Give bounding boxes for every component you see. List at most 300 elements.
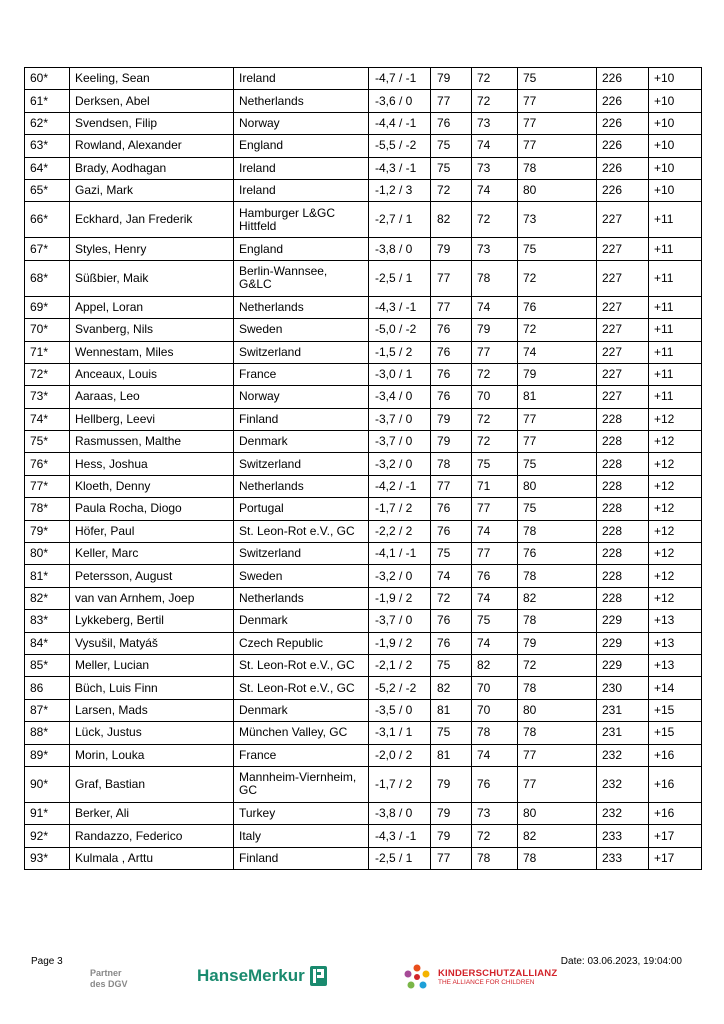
cell-name: Keller, Marc — [70, 543, 234, 565]
cell-par: +11 — [649, 296, 702, 318]
cell-r2: 73 — [472, 112, 518, 134]
cell-r1: 76 — [431, 112, 472, 134]
cell-pos: 64* — [25, 157, 70, 179]
cell-club: France — [234, 744, 369, 766]
cell-name: Aaraas, Leo — [70, 386, 234, 408]
cell-r3: 78 — [518, 157, 597, 179]
results-table — [24, 67, 702, 870]
cell-par: +15 — [649, 699, 702, 721]
cell-name: Gazi, Mark — [70, 179, 234, 201]
cell-r3: 72 — [518, 319, 597, 341]
cell-hcp: -4,1 / -1 — [369, 543, 431, 565]
table-row — [25, 260, 702, 296]
cell-total: 227 — [597, 296, 649, 318]
cell-total: 229 — [597, 654, 649, 676]
table-row — [25, 386, 702, 408]
cell-r1: 75 — [431, 654, 472, 676]
cell-club: Ireland — [234, 68, 369, 90]
cell-club: Netherlands — [234, 296, 369, 318]
cell-r2: 74 — [472, 135, 518, 157]
cell-r1: 82 — [431, 677, 472, 699]
table-row — [25, 543, 702, 565]
cell-pos: 73* — [25, 386, 70, 408]
cell-hcp: -3,7 / 0 — [369, 408, 431, 430]
cell-r1: 79 — [431, 431, 472, 453]
cell-hcp: -2,5 / 1 — [369, 260, 431, 296]
cell-hcp: -1,7 / 2 — [369, 766, 431, 802]
cell-r1: 76 — [431, 386, 472, 408]
cell-total: 232 — [597, 744, 649, 766]
cell-club: Switzerland — [234, 341, 369, 363]
cell-total: 227 — [597, 202, 649, 238]
cell-r2: 72 — [472, 90, 518, 112]
cell-r3: 82 — [518, 825, 597, 847]
table-row — [25, 179, 702, 201]
cell-hcp: -3,2 / 0 — [369, 453, 431, 475]
cell-total: 227 — [597, 238, 649, 260]
cell-total: 229 — [597, 632, 649, 654]
cell-pos: 67* — [25, 238, 70, 260]
cell-par: +10 — [649, 135, 702, 157]
cell-total: 233 — [597, 847, 649, 869]
table-row — [25, 157, 702, 179]
cell-hcp: -3,0 / 1 — [369, 363, 431, 385]
cell-r2: 70 — [472, 699, 518, 721]
table-row — [25, 135, 702, 157]
cell-total: 228 — [597, 408, 649, 430]
cell-par: +11 — [649, 363, 702, 385]
cell-pos: 75* — [25, 431, 70, 453]
cell-pos: 87* — [25, 699, 70, 721]
cell-club: France — [234, 363, 369, 385]
cell-total: 229 — [597, 610, 649, 632]
cell-pos: 78* — [25, 498, 70, 520]
cell-par: +15 — [649, 722, 702, 744]
cell-r1: 77 — [431, 847, 472, 869]
cell-name: Styles, Henry — [70, 238, 234, 260]
cell-r2: 77 — [472, 498, 518, 520]
cell-name: van van Arnhem, Joep — [70, 587, 234, 609]
cell-name: Anceaux, Louis — [70, 363, 234, 385]
cell-r3: 80 — [518, 179, 597, 201]
cell-r3: 79 — [518, 363, 597, 385]
cell-name: Derksen, Abel — [70, 90, 234, 112]
cell-hcp: -2,5 / 1 — [369, 847, 431, 869]
cell-r1: 81 — [431, 699, 472, 721]
cell-par: +12 — [649, 408, 702, 430]
cell-par: +12 — [649, 431, 702, 453]
cell-club: Sweden — [234, 565, 369, 587]
cell-par: +13 — [649, 610, 702, 632]
cell-par: +10 — [649, 90, 702, 112]
cell-total: 231 — [597, 699, 649, 721]
cell-r1: 79 — [431, 408, 472, 430]
cell-club: Ireland — [234, 157, 369, 179]
cell-r1: 75 — [431, 135, 472, 157]
cell-name: Meller, Lucian — [70, 654, 234, 676]
cell-pos: 74* — [25, 408, 70, 430]
cell-club: Czech Republic — [234, 632, 369, 654]
cell-r2: 72 — [472, 431, 518, 453]
table-row — [25, 802, 702, 824]
table-row — [25, 431, 702, 453]
cell-pos: 61* — [25, 90, 70, 112]
cell-r3: 77 — [518, 135, 597, 157]
cell-pos: 69* — [25, 296, 70, 318]
table-row — [25, 699, 702, 721]
cell-par: +12 — [649, 587, 702, 609]
cell-r2: 76 — [472, 565, 518, 587]
cell-r3: 80 — [518, 475, 597, 497]
cell-r3: 81 — [518, 386, 597, 408]
table-row — [25, 847, 702, 869]
cell-r1: 77 — [431, 475, 472, 497]
cell-par: +11 — [649, 386, 702, 408]
cell-total: 227 — [597, 319, 649, 341]
cell-pos: 60* — [25, 68, 70, 90]
cell-r1: 79 — [431, 68, 472, 90]
cell-club: Mannheim-Viernheim, GC — [234, 766, 369, 802]
cell-total: 230 — [597, 677, 649, 699]
cell-par: +17 — [649, 825, 702, 847]
cell-hcp: -4,2 / -1 — [369, 475, 431, 497]
cell-r3: 75 — [518, 453, 597, 475]
cell-club: Ireland — [234, 179, 369, 201]
cell-hcp: -1,9 / 2 — [369, 632, 431, 654]
cell-total: 228 — [597, 453, 649, 475]
cell-pos: 77* — [25, 475, 70, 497]
table-row — [25, 341, 702, 363]
cell-r2: 74 — [472, 296, 518, 318]
cell-hcp: -3,6 / 0 — [369, 90, 431, 112]
cell-name: Berker, Ali — [70, 802, 234, 824]
cell-r1: 76 — [431, 610, 472, 632]
table-row — [25, 112, 702, 134]
cell-pos: 92* — [25, 825, 70, 847]
cell-r1: 75 — [431, 157, 472, 179]
cell-r2: 74 — [472, 632, 518, 654]
cell-par: +12 — [649, 520, 702, 542]
cell-total: 228 — [597, 565, 649, 587]
cell-total: 227 — [597, 341, 649, 363]
cell-club: Sweden — [234, 319, 369, 341]
cell-r2: 73 — [472, 157, 518, 179]
cell-par: +10 — [649, 179, 702, 201]
cell-club: Netherlands — [234, 587, 369, 609]
table-row — [25, 238, 702, 260]
cell-r3: 78 — [518, 847, 597, 869]
cell-r2: 73 — [472, 802, 518, 824]
cell-par: +11 — [649, 260, 702, 296]
cell-club: St. Leon-Rot e.V., GC — [234, 520, 369, 542]
cell-pos: 76* — [25, 453, 70, 475]
cell-name: Kloeth, Denny — [70, 475, 234, 497]
cell-par: +11 — [649, 319, 702, 341]
cell-r2: 70 — [472, 677, 518, 699]
cell-total: 227 — [597, 363, 649, 385]
cell-r2: 75 — [472, 453, 518, 475]
table-row — [25, 677, 702, 699]
cell-r3: 76 — [518, 543, 597, 565]
table-row — [25, 565, 702, 587]
cell-pos: 71* — [25, 341, 70, 363]
hansemerkur-logo-icon — [310, 966, 327, 986]
cell-club: Berlin-Wannsee, G&LC — [234, 260, 369, 296]
cell-pos: 62* — [25, 112, 70, 134]
cell-r3: 73 — [518, 202, 597, 238]
cell-r1: 79 — [431, 766, 472, 802]
cell-r1: 74 — [431, 565, 472, 587]
table-row — [25, 202, 702, 238]
cell-name: Lykkeberg, Bertil — [70, 610, 234, 632]
cell-r1: 82 — [431, 202, 472, 238]
cell-name: Hess, Joshua — [70, 453, 234, 475]
cell-r1: 77 — [431, 260, 472, 296]
cell-hcp: -4,3 / -1 — [369, 296, 431, 318]
cell-r3: 82 — [518, 587, 597, 609]
cell-name: Svendsen, Filip — [70, 112, 234, 134]
cell-club: Netherlands — [234, 475, 369, 497]
table-row — [25, 475, 702, 497]
cell-par: +13 — [649, 654, 702, 676]
cell-name: Graf, Bastian — [70, 766, 234, 802]
cell-r1: 79 — [431, 802, 472, 824]
cell-total: 226 — [597, 157, 649, 179]
cell-r3: 78 — [518, 565, 597, 587]
cell-r3: 74 — [518, 341, 597, 363]
cell-r2: 78 — [472, 722, 518, 744]
cell-pos: 72* — [25, 363, 70, 385]
cell-name: Rasmussen, Malthe — [70, 431, 234, 453]
ksa-subtitle: THE ALLIANCE FOR CHILDREN — [438, 979, 535, 986]
cell-club: Denmark — [234, 610, 369, 632]
cell-pos: 93* — [25, 847, 70, 869]
table-row — [25, 825, 702, 847]
cell-par: +12 — [649, 543, 702, 565]
cell-total: 233 — [597, 825, 649, 847]
cell-name: Randazzo, Federico — [70, 825, 234, 847]
cell-total: 227 — [597, 386, 649, 408]
cell-name: Kulmala , Arttu — [70, 847, 234, 869]
cell-name: Wennestam, Miles — [70, 341, 234, 363]
cell-r1: 79 — [431, 825, 472, 847]
cell-hcp: -1,7 / 2 — [369, 498, 431, 520]
cell-club: England — [234, 135, 369, 157]
cell-r2: 79 — [472, 319, 518, 341]
cell-club: Finland — [234, 408, 369, 430]
cell-hcp: -3,8 / 0 — [369, 802, 431, 824]
cell-r1: 76 — [431, 498, 472, 520]
cell-total: 227 — [597, 260, 649, 296]
cell-r3: 80 — [518, 802, 597, 824]
cell-r2: 72 — [472, 68, 518, 90]
cell-par: +11 — [649, 238, 702, 260]
table-row — [25, 520, 702, 542]
cell-total: 228 — [597, 543, 649, 565]
cell-total: 228 — [597, 520, 649, 542]
cell-pos: 89* — [25, 744, 70, 766]
partner-line-2: des DGV — [90, 979, 128, 989]
table-row — [25, 453, 702, 475]
cell-hcp: -5,5 / -2 — [369, 135, 431, 157]
cell-club: Denmark — [234, 431, 369, 453]
cell-hcp: -5,2 / -2 — [369, 677, 431, 699]
cell-r3: 78 — [518, 610, 597, 632]
table-row — [25, 90, 702, 112]
cell-par: +10 — [649, 68, 702, 90]
cell-r2: 72 — [472, 408, 518, 430]
cell-hcp: -1,2 / 3 — [369, 179, 431, 201]
cell-pos: 70* — [25, 319, 70, 341]
cell-name: Eckhard, Jan Frederik — [70, 202, 234, 238]
cell-r1: 76 — [431, 632, 472, 654]
cell-total: 226 — [597, 90, 649, 112]
cell-hcp: -4,4 / -1 — [369, 112, 431, 134]
cell-r2: 75 — [472, 610, 518, 632]
cell-r1: 76 — [431, 520, 472, 542]
cell-par: +12 — [649, 453, 702, 475]
table-row — [25, 319, 702, 341]
cell-name: Keeling, Sean — [70, 68, 234, 90]
cell-r3: 77 — [518, 431, 597, 453]
table-row — [25, 744, 702, 766]
cell-r2: 74 — [472, 744, 518, 766]
cell-club: Switzerland — [234, 453, 369, 475]
cell-r1: 75 — [431, 543, 472, 565]
cell-pos: 90* — [25, 766, 70, 802]
cell-total: 226 — [597, 112, 649, 134]
cell-name: Larsen, Mads — [70, 699, 234, 721]
cell-r2: 76 — [472, 766, 518, 802]
cell-name: Büch, Luis Finn — [70, 677, 234, 699]
cell-r2: 82 — [472, 654, 518, 676]
sponsor-logo — [197, 966, 327, 986]
cell-r2: 73 — [472, 238, 518, 260]
cell-hcp: -2,2 / 2 — [369, 520, 431, 542]
cell-r1: 78 — [431, 453, 472, 475]
cell-r2: 78 — [472, 847, 518, 869]
cell-name: Brady, Aodhagan — [70, 157, 234, 179]
cell-r3: 78 — [518, 520, 597, 542]
cell-club: Hamburger L&GC Hittfeld — [234, 202, 369, 238]
cell-r2: 74 — [472, 179, 518, 201]
cell-r2: 70 — [472, 386, 518, 408]
cell-total: 232 — [597, 802, 649, 824]
cell-r3: 75 — [518, 498, 597, 520]
cell-par: +16 — [649, 802, 702, 824]
cell-hcp: -3,7 / 0 — [369, 610, 431, 632]
cell-par: +10 — [649, 157, 702, 179]
cell-pos: 65* — [25, 179, 70, 201]
cell-pos: 63* — [25, 135, 70, 157]
ksa-logo — [402, 962, 557, 992]
cell-club: Portugal — [234, 498, 369, 520]
cell-total: 228 — [597, 431, 649, 453]
cell-club: Norway — [234, 386, 369, 408]
cell-name: Svanberg, Nils — [70, 319, 234, 341]
cell-hcp: -3,5 / 0 — [369, 699, 431, 721]
cell-pos: 81* — [25, 565, 70, 587]
sponsor-name: HanseMerkur — [197, 966, 305, 985]
cell-hcp: -3,4 / 0 — [369, 386, 431, 408]
cell-r3: 80 — [518, 699, 597, 721]
page-number: Page 3 — [31, 956, 63, 967]
cell-r3: 77 — [518, 90, 597, 112]
cell-pos: 88* — [25, 722, 70, 744]
cell-club: Switzerland — [234, 543, 369, 565]
cell-name: Höfer, Paul — [70, 520, 234, 542]
cell-r3: 75 — [518, 238, 597, 260]
cell-hcp: -2,0 / 2 — [369, 744, 431, 766]
cell-club: Finland — [234, 847, 369, 869]
partner-line-1: Partner — [90, 968, 122, 978]
cell-r1: 77 — [431, 90, 472, 112]
cell-r3: 77 — [518, 744, 597, 766]
cell-r2: 72 — [472, 363, 518, 385]
cell-par: +16 — [649, 744, 702, 766]
table-row — [25, 296, 702, 318]
cell-pos: 84* — [25, 632, 70, 654]
cell-pos: 86 — [25, 677, 70, 699]
cell-r1: 75 — [431, 722, 472, 744]
table-row — [25, 722, 702, 744]
print-date: Date: 03.06.2023, 19:04:00 — [560, 956, 682, 967]
cell-hcp: -4,7 / -1 — [369, 68, 431, 90]
cell-club: Denmark — [234, 699, 369, 721]
cell-pos: 85* — [25, 654, 70, 676]
cell-r1: 76 — [431, 341, 472, 363]
cell-r2: 72 — [472, 825, 518, 847]
cell-r3: 79 — [518, 632, 597, 654]
cell-r2: 71 — [472, 475, 518, 497]
cell-r3: 76 — [518, 296, 597, 318]
cell-total: 226 — [597, 135, 649, 157]
cell-club: Italy — [234, 825, 369, 847]
cell-r2: 72 — [472, 202, 518, 238]
cell-total: 226 — [597, 68, 649, 90]
cell-par: +17 — [649, 847, 702, 869]
cell-pos: 68* — [25, 260, 70, 296]
cell-total: 232 — [597, 766, 649, 802]
cell-pos: 80* — [25, 543, 70, 565]
cell-total: 228 — [597, 475, 649, 497]
cell-club: Norway — [234, 112, 369, 134]
cell-name: Lück, Justus — [70, 722, 234, 744]
cell-r3: 77 — [518, 766, 597, 802]
cell-r1: 79 — [431, 238, 472, 260]
cell-hcp: -4,3 / -1 — [369, 157, 431, 179]
cell-club: Netherlands — [234, 90, 369, 112]
cell-name: Süßbier, Maik — [70, 260, 234, 296]
cell-r2: 74 — [472, 520, 518, 542]
cell-r3: 78 — [518, 677, 597, 699]
kinderschutzallianz-logo-icon — [402, 962, 432, 992]
cell-r1: 76 — [431, 319, 472, 341]
cell-par: +16 — [649, 766, 702, 802]
cell-r3: 77 — [518, 112, 597, 134]
cell-par: +12 — [649, 498, 702, 520]
cell-par: +13 — [649, 632, 702, 654]
cell-r2: 74 — [472, 587, 518, 609]
cell-r1: 72 — [431, 179, 472, 201]
cell-pos: 83* — [25, 610, 70, 632]
cell-r3: 77 — [518, 408, 597, 430]
cell-pos: 82* — [25, 587, 70, 609]
cell-r3: 75 — [518, 68, 597, 90]
table-row — [25, 498, 702, 520]
cell-par: +10 — [649, 112, 702, 134]
cell-hcp: -3,1 / 1 — [369, 722, 431, 744]
